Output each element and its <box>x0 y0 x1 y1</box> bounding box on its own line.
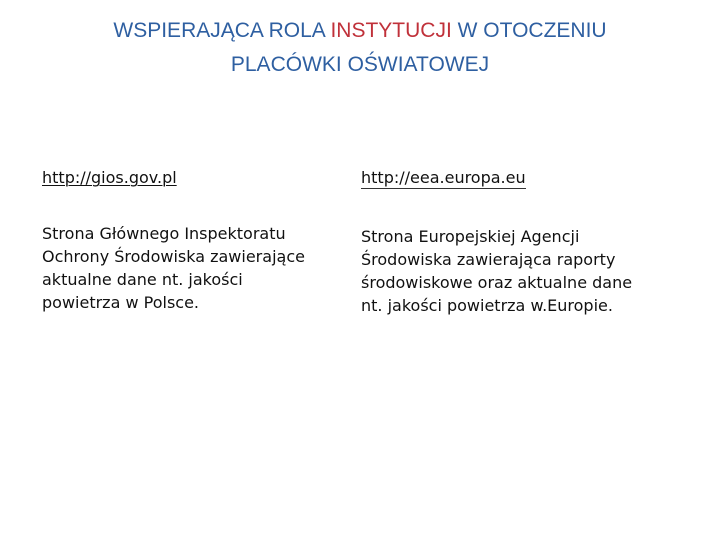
eea-description: Strona Europejskiej Agencji Środowiska zawierająca raporty środowiskowe oraz aktualne dane nt. jakości powietrza w.Europie. <box>361 227 633 315</box>
title-text-line2: PLACÓWKI OŚWIATOWEJ <box>230 53 490 76</box>
title-accent-word: INSTYTUCJI <box>330 19 452 42</box>
gios-link[interactable]: http://gios.gov.pl <box>42 168 177 187</box>
slide-title <box>40 14 680 82</box>
title-text-part2: W OTOCZENIU <box>451 19 607 42</box>
gios-description: Strona Głównego Inspektoratu Ochrony Środowiska zawierające aktualne dane nt. jakości powietrza w Polsce. <box>42 224 305 312</box>
right-column <box>361 168 661 317</box>
eea-link[interactable]: http://eea.europa.eu <box>361 168 526 187</box>
left-column <box>42 168 342 314</box>
title-text-part1: WSPIERAJĄCA ROLA <box>113 19 331 42</box>
